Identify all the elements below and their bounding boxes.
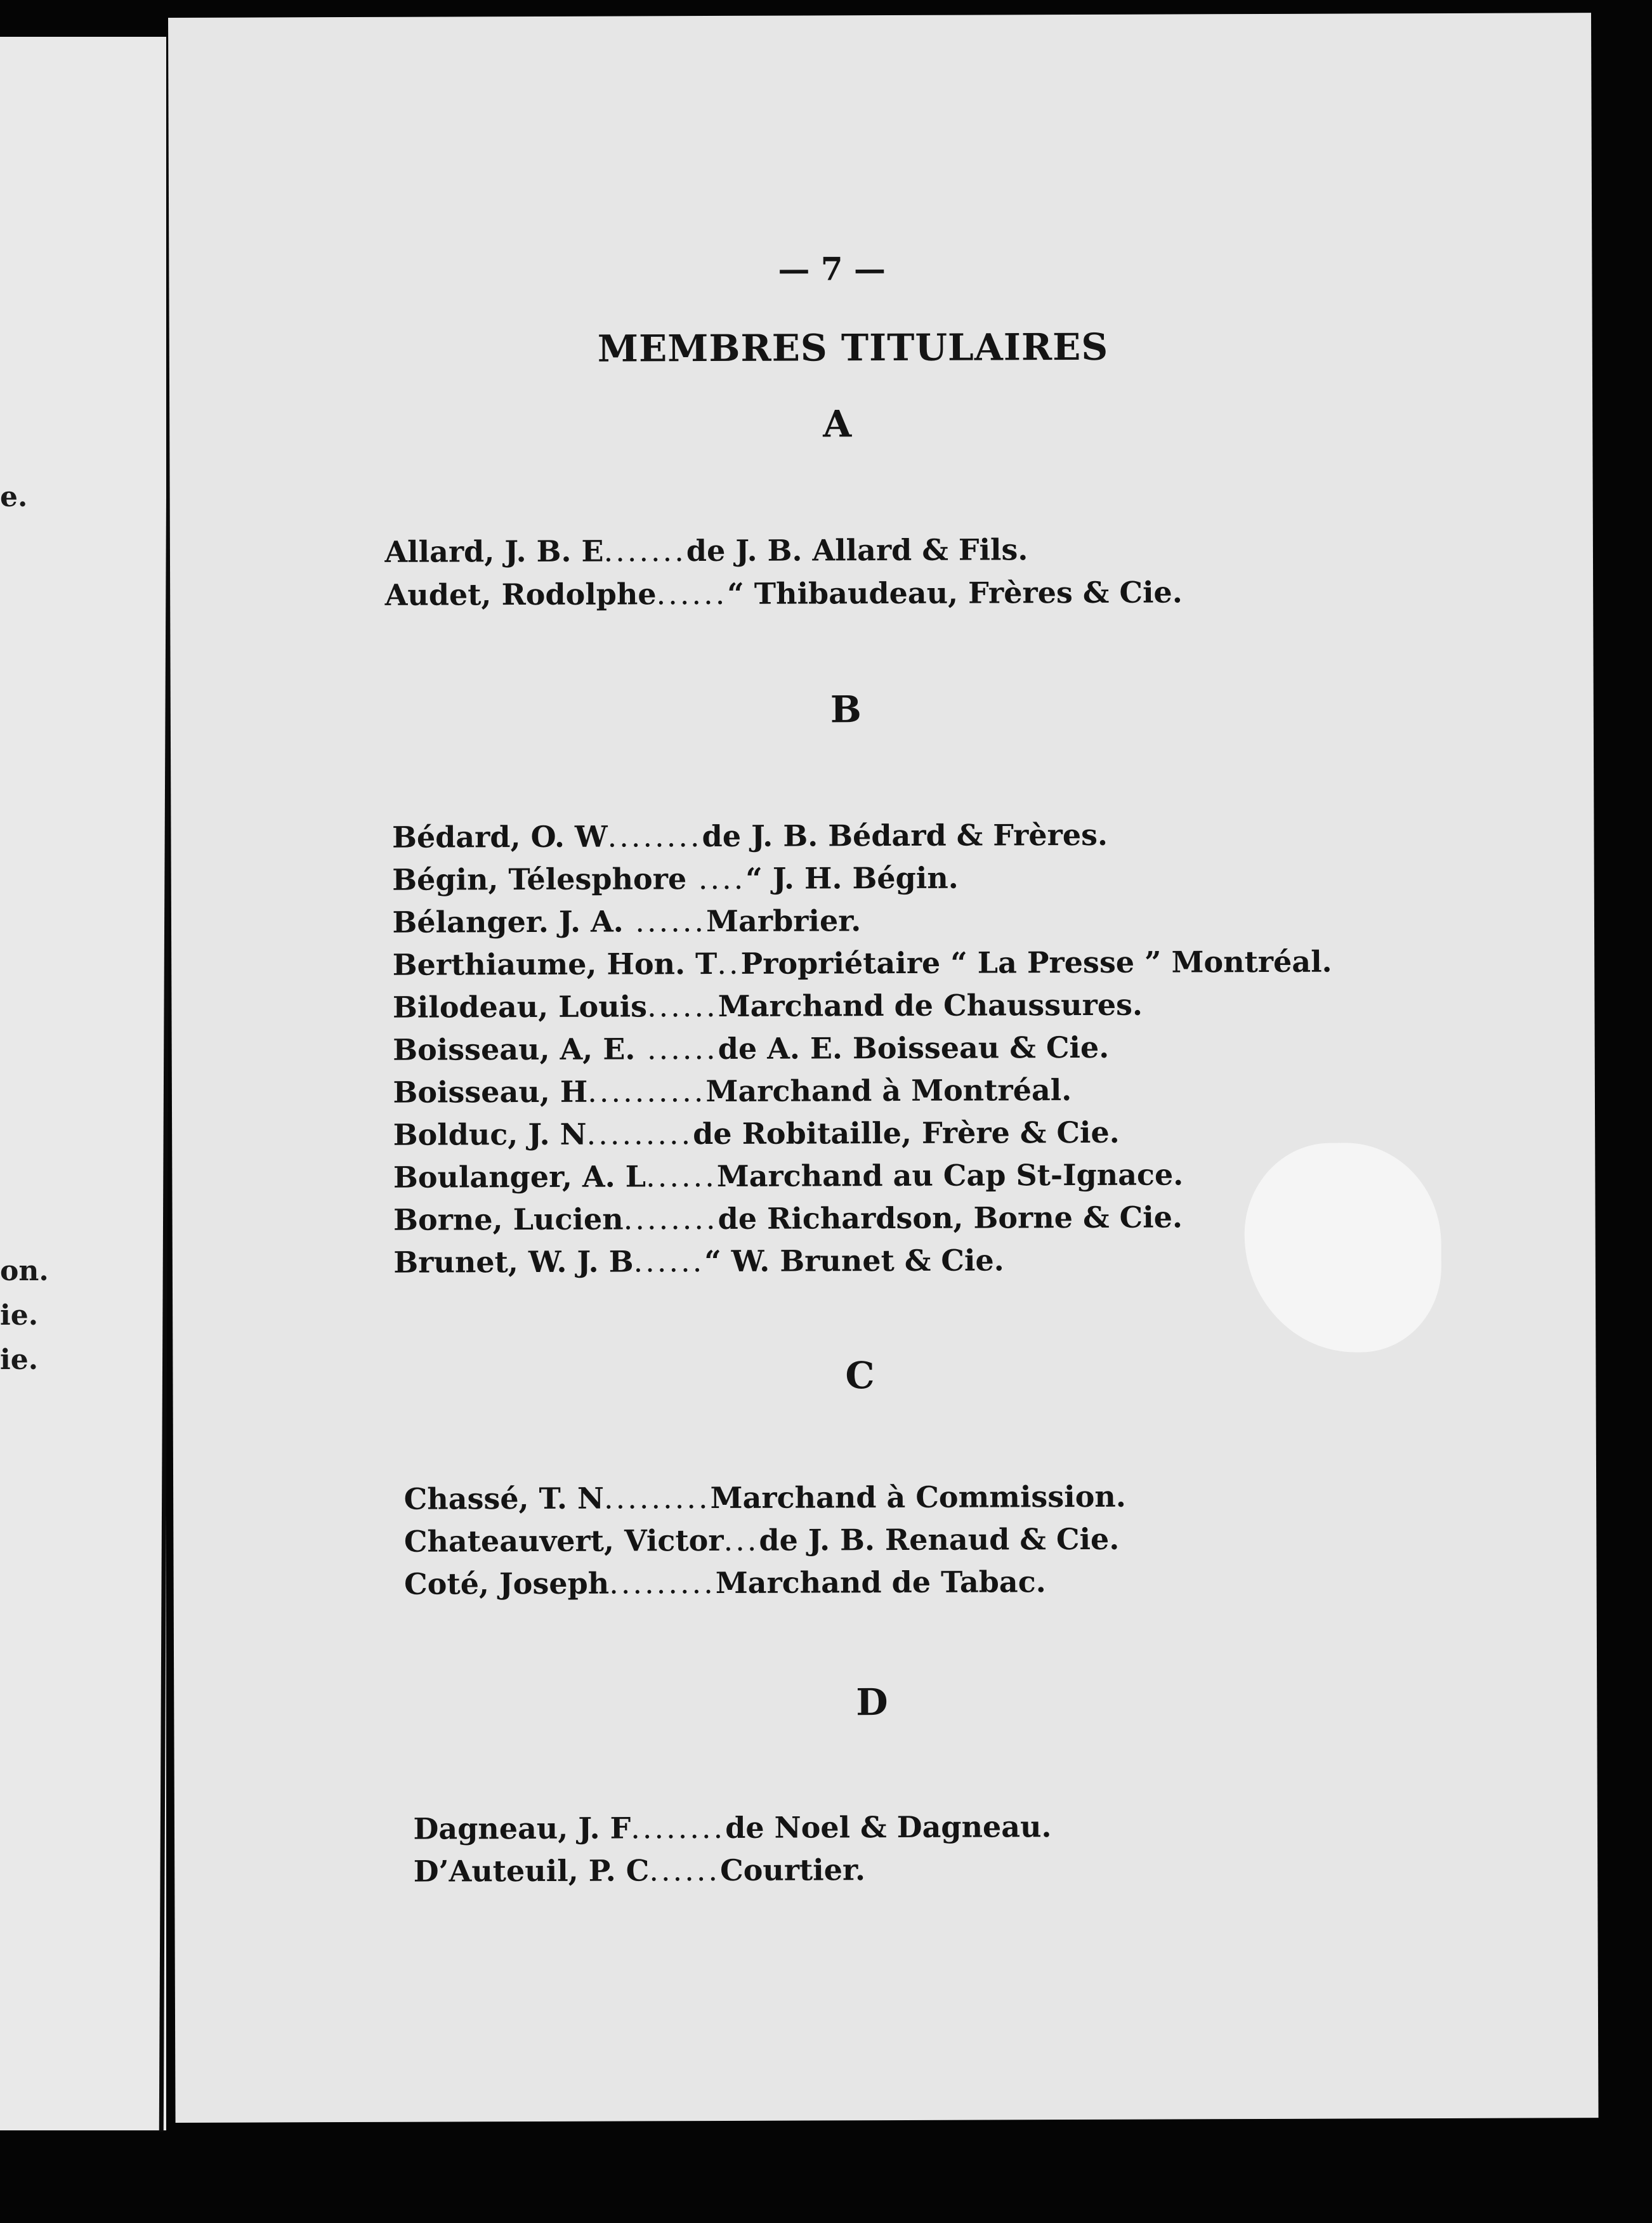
section-letter-d: D bbox=[856, 1681, 888, 1724]
member-entry bbox=[348, 541, 1183, 646]
member-description: Marchand à Montréal. bbox=[705, 1073, 1072, 1109]
member-name: Audet, Rodolphe bbox=[384, 577, 657, 612]
member-name: Boisseau, H bbox=[393, 1074, 588, 1110]
member-name: Borne, Lucien bbox=[393, 1202, 624, 1237]
member-description: de J. B. Bédard & Frères. bbox=[702, 817, 1108, 854]
member-name: Chateauvert, Victor bbox=[403, 1523, 724, 1559]
member-name: Coté, Joseph bbox=[404, 1566, 610, 1601]
previous-page-fragment: on. bbox=[0, 1255, 49, 1287]
dot-leader: ...... bbox=[623, 904, 707, 939]
dot-leader: ........ bbox=[623, 1201, 718, 1236]
section-letter-b: B bbox=[830, 688, 862, 731]
member-description: Courtier. bbox=[719, 1852, 866, 1887]
member-name: Boisseau, A, E. bbox=[393, 1032, 636, 1067]
previous-page-fragment: ie. bbox=[0, 1344, 39, 1376]
member-name: Bélanger. J. A. bbox=[392, 904, 624, 940]
previous-page-fragment: e. bbox=[0, 481, 28, 513]
book-page bbox=[168, 13, 1599, 2123]
member-description: “ J. H. Bégin. bbox=[745, 860, 959, 896]
member-description: de J. B. Allard & Fils. bbox=[686, 532, 1028, 568]
dot-leader: ........ bbox=[607, 819, 702, 854]
member-description: “ W. Brunet & Cie. bbox=[704, 1243, 1004, 1279]
dot-leader: ...... bbox=[646, 988, 718, 1024]
member-name: Boulanger, A. L bbox=[393, 1159, 646, 1195]
section-letter-a: A bbox=[823, 402, 852, 446]
paper-stain bbox=[1244, 1143, 1441, 1353]
member-entry bbox=[367, 1530, 1046, 1636]
member-description: de Richardson, Borne & Cie. bbox=[718, 1200, 1183, 1236]
previous-page-fragment: ie. bbox=[0, 1299, 39, 1332]
member-entry bbox=[357, 1209, 1004, 1314]
page-number: — 7 — bbox=[778, 250, 886, 288]
section-letter-c: C bbox=[845, 1354, 875, 1398]
member-description: de Noel & Dagneau. bbox=[725, 1809, 1052, 1845]
dot-leader: ....... bbox=[603, 534, 686, 568]
dot-leader: .. bbox=[717, 946, 741, 981]
member-name: Brunet, W. J. B bbox=[393, 1244, 634, 1280]
member-description: “ Thibaudeau, Frères & Cie. bbox=[727, 575, 1183, 611]
member-description: Marchand de Tabac. bbox=[715, 1564, 1046, 1601]
member-name: Berthiaume, Hon. T bbox=[392, 946, 718, 982]
member-name: Bégin, Télesphore bbox=[392, 862, 687, 897]
page-heading: MEMBRES TITULAIRES bbox=[597, 325, 1109, 370]
member-name: Chassé, T. N bbox=[403, 1481, 605, 1516]
member-name: Allard, J. B. E bbox=[384, 534, 604, 569]
member-name: Bolduc, J. N bbox=[393, 1117, 587, 1152]
previous-page-edge bbox=[0, 37, 166, 2130]
dot-leader: ...... bbox=[645, 1158, 717, 1194]
dot-leader: .......... bbox=[587, 1074, 706, 1109]
member-description: de Robitaille, Frère & Cie. bbox=[693, 1115, 1120, 1151]
dot-leader: .... bbox=[686, 861, 746, 896]
member-entry bbox=[376, 1818, 865, 1923]
member-name: Dagneau, J. F bbox=[413, 1811, 631, 1846]
member-description: de J. B. Renaud & Cie. bbox=[759, 1521, 1120, 1557]
member-name: D’Auteuil, P. C bbox=[413, 1853, 650, 1889]
dot-leader: ......... bbox=[603, 1481, 711, 1516]
member-description: Marchand au Cap St-Ignace. bbox=[716, 1157, 1184, 1193]
member-description: Marchand de Chaussures. bbox=[718, 987, 1143, 1023]
member-description: Propriétaire “ La Presse ” Montréal. bbox=[740, 944, 1332, 981]
dot-leader: ...... bbox=[649, 1852, 721, 1888]
member-name: Bilodeau, Louis bbox=[392, 989, 648, 1025]
dot-leader: ... bbox=[723, 1523, 759, 1557]
dot-leader: ........ bbox=[631, 1810, 726, 1846]
dot-leader: ......... bbox=[586, 1117, 693, 1151]
dot-leader: ...... bbox=[635, 1031, 718, 1066]
dot-leader: ...... bbox=[633, 1244, 705, 1279]
dot-leader: ...... bbox=[656, 576, 728, 612]
member-name: Bédard, O. W bbox=[391, 819, 608, 855]
member-description: Marchand à Commission. bbox=[710, 1479, 1126, 1516]
member-description: Marbrier. bbox=[706, 903, 862, 939]
dot-leader: ......... bbox=[609, 1566, 716, 1601]
member-description: de A. E. Boisseau & Cie. bbox=[718, 1030, 1110, 1066]
